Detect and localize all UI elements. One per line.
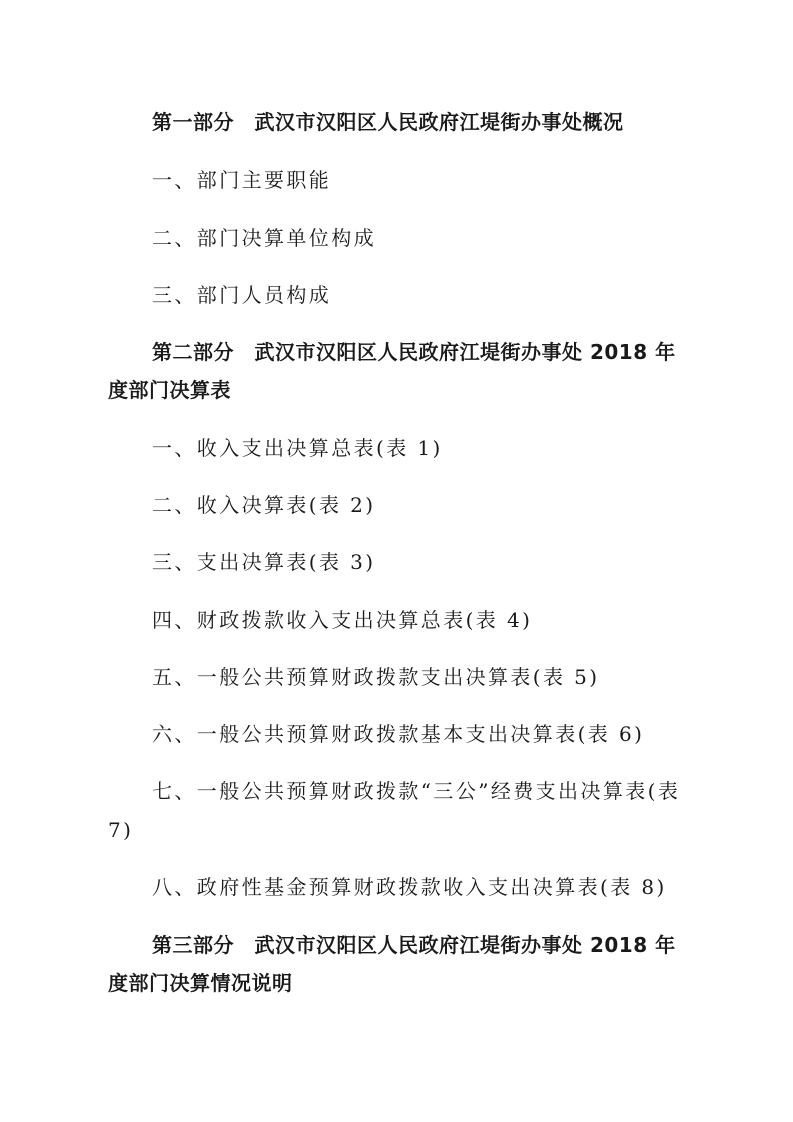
part2-heading-line2: 度部门决算表 — [108, 378, 231, 402]
part1-item-3: 三、部门人员构成 — [152, 283, 332, 307]
part2-item-5: 五、一般公共预算财政拨款支出决算表(表 5) — [152, 665, 600, 689]
part2-item-8: 八、政府性基金预算财政拨款收入支出决算表(表 8) — [152, 875, 667, 899]
part2-heading-line1: 第二部分 武汉市汉阳区人民政府江堤街办事处 2018 年 — [152, 340, 676, 364]
part2-item-7-line1: 七、一般公共预算财政拨款“三公”经费支出决算表(表 — [152, 779, 681, 803]
part1-item-2: 二、部门决算单位构成 — [152, 226, 376, 250]
part1-item-1: 一、部门主要职能 — [152, 168, 332, 192]
part2-item-6: 六、一般公共预算财政拨款基本支出决算表(表 6) — [152, 722, 645, 746]
part2-item-1: 一、收入支出决算总表(表 1) — [152, 436, 443, 460]
part2-item-2: 二、收入决算表(表 2) — [152, 493, 376, 517]
part3-heading-line2: 度部门决算情况说明 — [108, 971, 293, 995]
part2-item-3: 三、支出决算表(表 3) — [152, 550, 376, 574]
part3-heading-line1: 第三部分 武汉市汉阳区人民政府江堤街办事处 2018 年 — [152, 933, 676, 957]
part2-item-7-line2: 7) — [108, 818, 134, 842]
part1-heading: 第一部分 武汉市汉阳区人民政府江堤街办事处概况 — [152, 110, 624, 134]
part2-item-4: 四、财政拨款收入支出决算总表(表 4) — [152, 608, 533, 632]
